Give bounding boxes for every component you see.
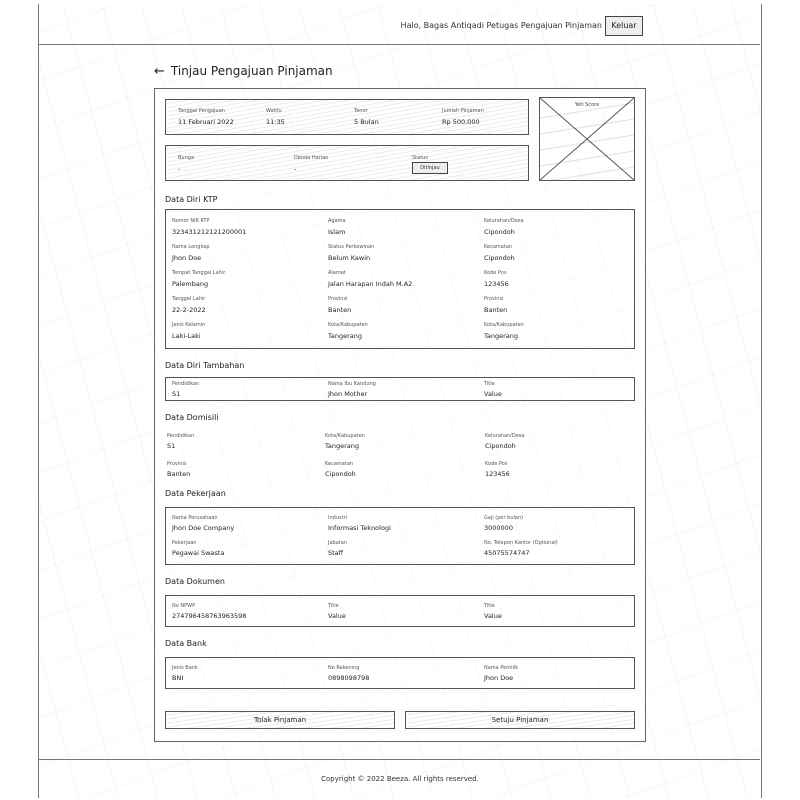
field-label: Provinsi xyxy=(328,296,348,302)
field-label: Jenis Bank xyxy=(172,665,198,671)
field-value: 3000000 xyxy=(484,524,513,532)
page-title-text: Tinjau Pengajuan Pinjaman xyxy=(170,64,333,78)
field-label: Pendidikan xyxy=(167,433,195,439)
image-placeholder-icon xyxy=(540,98,634,180)
section-title-pekerjaan: Data Pekerjaan xyxy=(165,489,226,498)
field-value: Jhon Mother xyxy=(328,390,368,398)
field-label: Jabatan xyxy=(328,540,347,546)
field-value: Jalan Harapan Indah M.A2 xyxy=(328,280,413,288)
field-value: Belum Kawin xyxy=(328,254,371,262)
field-label: Provinsi xyxy=(167,461,187,467)
field-value: Cipondoh xyxy=(484,254,515,262)
field-label: Tempat Tanggal Lahir xyxy=(172,270,226,276)
field-value: 123456 xyxy=(485,470,510,478)
user-greeting: Halo, Bagas Antiqadi Petugas Pengajuan Pinjaman xyxy=(400,21,602,30)
field-label: Jumlah Pinjaman xyxy=(442,108,484,114)
field-value: Tangerang xyxy=(328,332,363,340)
summary-box-primary xyxy=(165,99,529,135)
field-label: Jenis Kelamin xyxy=(172,322,206,328)
field-value: 11:35 xyxy=(266,118,285,126)
page-title xyxy=(154,64,333,79)
field-label: Kota/Kabupaten xyxy=(325,433,365,439)
field-value: 0898098798 xyxy=(328,674,370,682)
top-bar xyxy=(38,4,760,45)
field-label: Kota/Kabupaten xyxy=(484,322,524,328)
field-value: Jhon Doe xyxy=(172,254,202,262)
field-label: Denda Harian xyxy=(294,155,329,161)
field-label: Pendidikan xyxy=(172,381,200,387)
section-title-ktp: Data Diri KTP xyxy=(165,195,218,204)
field-value: Banten xyxy=(484,306,508,314)
score-image-placeholder xyxy=(539,97,635,181)
field-label: Nama Pemilik xyxy=(484,665,519,671)
section-title-bank: Data Bank xyxy=(165,639,207,648)
field-label: Title xyxy=(328,603,339,609)
ktp-box xyxy=(165,209,635,349)
dokumen-box xyxy=(165,595,635,627)
field-value: 11 Februari 2022 xyxy=(178,118,234,126)
field-value: Value xyxy=(484,612,502,620)
field-value: 22-2-2022 xyxy=(172,306,206,314)
field-label: Tanggal Lahir xyxy=(172,296,206,302)
footer-divider xyxy=(38,759,760,760)
field-label: Nama Ibu Kandung xyxy=(328,381,376,387)
field-value: Pegawai Swasta xyxy=(172,549,225,557)
field-label: Nomor NIK KTP xyxy=(172,218,210,224)
field-label: Title xyxy=(484,603,495,609)
approve-loan-button[interactable]: Setuju Pinjaman xyxy=(405,711,635,729)
footer-copyright: Copyright © 2022 Beeza. All rights reserved. xyxy=(321,775,479,783)
field-label: Nama Perusahaan xyxy=(172,515,218,521)
field-label: Tanggal Pengajuan xyxy=(178,108,225,114)
field-label: Gaji (per bulan) xyxy=(484,515,524,521)
field-label: Agama xyxy=(328,218,346,224)
status-label: Status xyxy=(412,155,428,161)
field-label: Kelurahan/Desa xyxy=(485,433,525,439)
status-badge: Ditinjau xyxy=(412,162,448,174)
section-title-domisili: Data Domisili xyxy=(165,413,219,422)
field-value: Tangerang xyxy=(484,332,519,340)
field-label: Status Perkawinan xyxy=(328,244,375,250)
field-value: Staff xyxy=(328,549,344,557)
field-label: Kecamatan xyxy=(325,461,354,467)
field-label: No NPWP xyxy=(172,603,196,609)
score-label: Yeti Score xyxy=(574,102,600,108)
field-label: Industri xyxy=(328,515,347,521)
arrow-left-icon[interactable]: ← xyxy=(154,64,165,79)
field-label: Kelurahan/Desa xyxy=(484,218,524,224)
field-label: Alamat xyxy=(328,270,346,276)
bank-box xyxy=(165,657,635,689)
field-value: Cipondoh xyxy=(485,442,516,450)
field-label: Waktu xyxy=(266,108,282,114)
field-value: 274796458763963598 xyxy=(172,612,247,620)
field-value: 323431212121200001 xyxy=(172,228,247,236)
logout-button[interactable]: Keluar xyxy=(605,16,643,36)
field-label: Tenor xyxy=(354,108,368,114)
field-value: Informasi Teknologi xyxy=(328,524,391,532)
field-value: BNI xyxy=(172,674,184,682)
field-value: 45075574747 xyxy=(484,549,530,557)
field-label: Nama Lengkap xyxy=(172,244,210,250)
field-value: 5 Bulan xyxy=(354,118,379,126)
field-value: - xyxy=(178,165,181,173)
field-value: Cipondoh xyxy=(484,228,515,236)
section-title-dokumen: Data Dokumen xyxy=(165,577,225,586)
field-label: Bunga xyxy=(178,155,195,161)
field-value: S1 xyxy=(167,442,176,450)
field-value: Jhon Doe xyxy=(484,674,514,682)
pekerjaan-box xyxy=(165,507,635,565)
field-value: Banten xyxy=(167,470,191,478)
field-value: Banten xyxy=(328,306,352,314)
field-label: No Rekening xyxy=(328,665,360,671)
field-value: Value xyxy=(484,390,502,398)
field-value: Rp 500.000 xyxy=(442,118,480,126)
field-label: Provinsi xyxy=(484,296,504,302)
field-value: S1 xyxy=(172,390,181,398)
reject-loan-button[interactable]: Tolak Pinjaman xyxy=(165,711,395,729)
field-value: Laki-Laki xyxy=(172,332,201,340)
field-label: No. Telepon Kantor (Optional) xyxy=(484,540,558,546)
field-value: Palembang xyxy=(172,280,209,288)
tambahan-box xyxy=(165,377,635,401)
field-value: - xyxy=(294,165,297,173)
field-value: Cipondoh xyxy=(325,470,356,478)
field-label: Title xyxy=(484,381,495,387)
field-value: Islam xyxy=(328,228,346,236)
loan-review-card xyxy=(154,88,646,742)
field-label: Pekerjaan xyxy=(172,540,197,546)
field-value: Tangerang xyxy=(325,442,360,450)
field-label: Kode Pos xyxy=(484,270,507,276)
summary-box-secondary xyxy=(165,145,529,181)
field-value: Value xyxy=(328,612,346,620)
field-label: Kota/Kabupaten xyxy=(328,322,368,328)
field-label: Kode Pos xyxy=(485,461,508,467)
field-label: Kecamatan xyxy=(484,244,513,250)
field-value: 123456 xyxy=(484,280,509,288)
field-value: Jhon Doe Company xyxy=(172,524,235,532)
section-title-tambahan: Data Diri Tambahan xyxy=(165,361,245,370)
